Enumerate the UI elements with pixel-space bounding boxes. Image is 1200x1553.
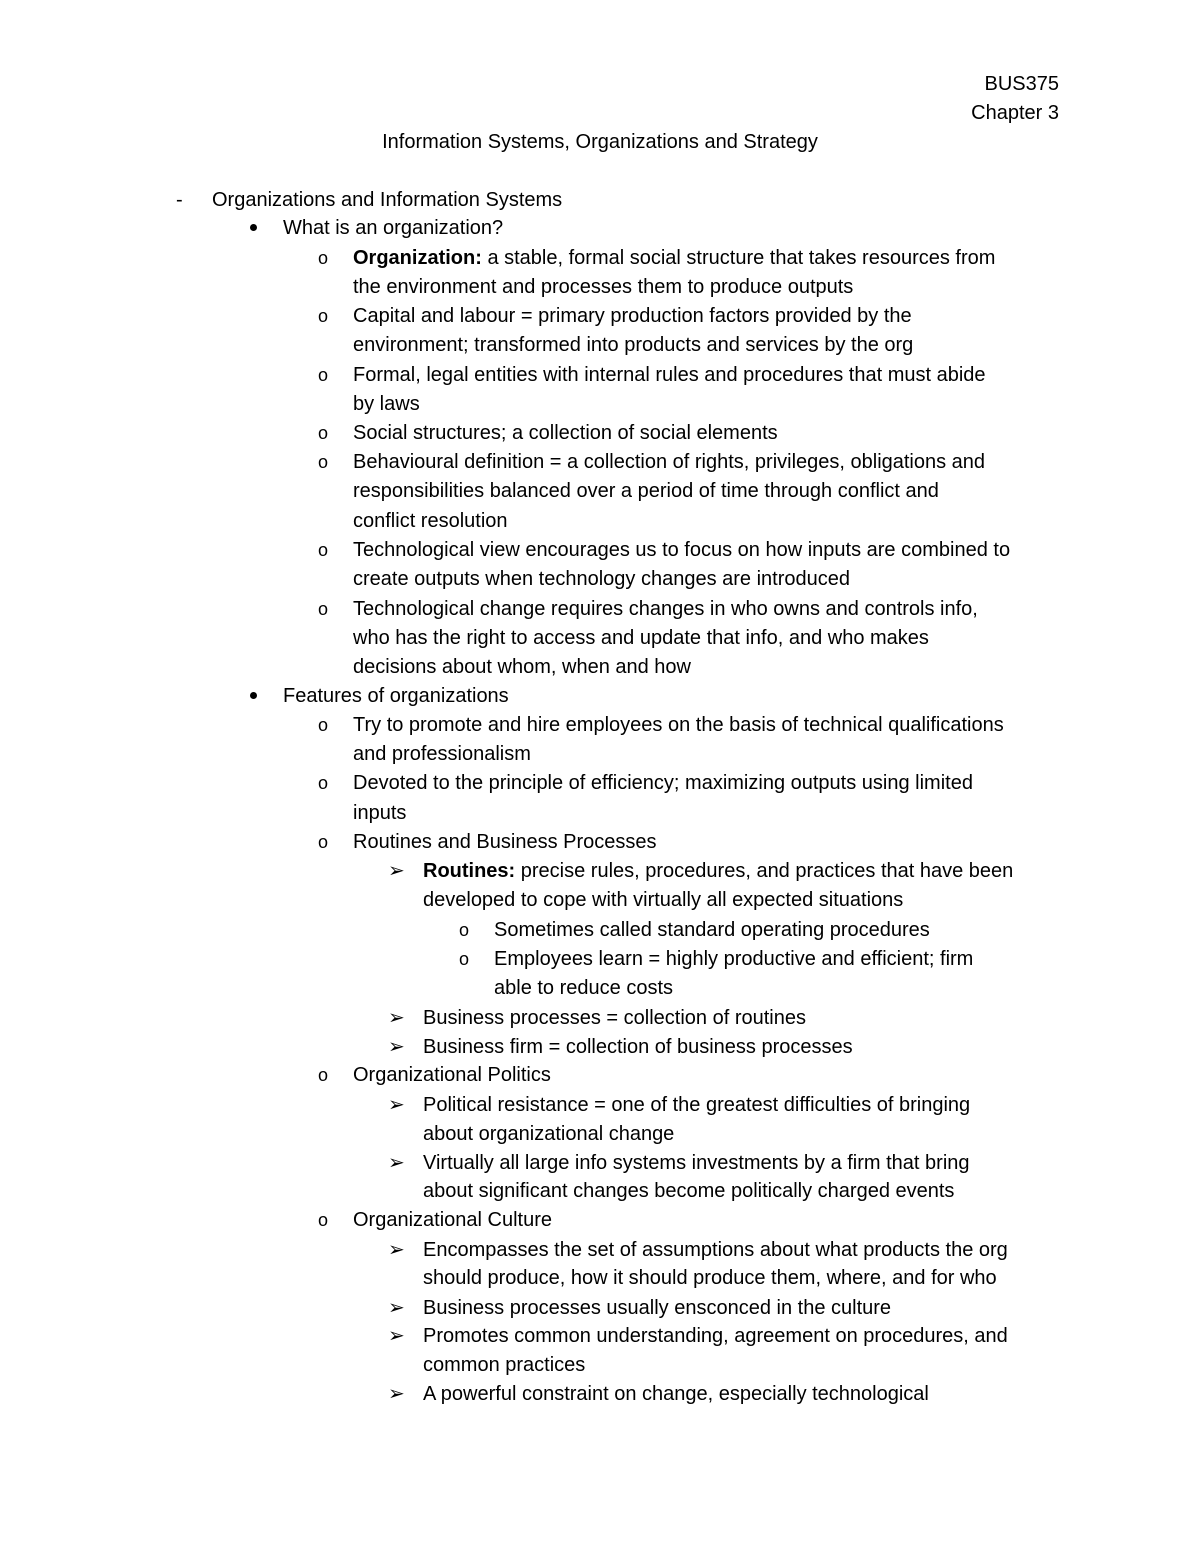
list-item: Organizational Culture <box>353 1209 552 1231</box>
circle-bullet-icon: o <box>318 599 329 619</box>
list-item-continued: who has the right to access and update that info, and who makes <box>353 627 929 649</box>
circle-bullet-icon: o <box>318 1210 329 1230</box>
course-code: BUS375 <box>984 73 1059 95</box>
arrow-bullet-icon: ➢ <box>388 1297 405 1319</box>
list-item: A powerful constraint on change, especially technological <box>423 1383 929 1405</box>
list-item-continued: developed to cope with virtually all expected situations <box>423 889 904 911</box>
list-item: Devoted to the principle of efficiency; maximizing outputs using limited <box>353 772 973 794</box>
list-item: Behavioural definition = a collection of rights, privileges, obligations and <box>353 451 986 473</box>
subheading-features: Features of organizations <box>283 685 509 707</box>
list-item-continued: should produce, how it should produce them, where, and for who <box>423 1267 997 1289</box>
circle-bullet-icon: o <box>318 832 329 852</box>
list-item: Technological view encourages us to focus on how inputs are combined to <box>353 539 1011 561</box>
list-item: Business processes = collection of routines <box>423 1007 806 1029</box>
list-item: Business processes usually ensconced in the culture <box>423 1297 892 1319</box>
list-item: Technological change requires changes in who owns and controls info, <box>353 598 978 620</box>
list-item: Routines and Business Processes <box>353 831 657 853</box>
list-item-continued: environment; transformed into products and services by the org <box>353 334 914 356</box>
list-item: Social structures; a collection of social elements <box>353 422 778 444</box>
circle-bullet-icon: o <box>318 248 329 268</box>
list-item-continued: the environment and processes them to produce outputs <box>353 276 854 298</box>
arrow-bullet-icon: ➢ <box>388 1152 405 1174</box>
list-item: Encompasses the set of assumptions about what products the org <box>423 1239 1008 1261</box>
list-item: Political resistance = one of the greatest difficulties of bringing <box>423 1094 971 1116</box>
list-item-continued: responsibilities balanced over a period of time through conflict and <box>353 480 939 502</box>
list-item-continued: about organizational change <box>423 1123 675 1145</box>
list-item: Try to promote and hire employees on the basis of technical qualifications <box>353 714 1004 736</box>
term-organization: Organization: <box>353 247 482 269</box>
term-routines: Routines: <box>423 860 516 882</box>
list-item-continued: decisions about whom, when and how <box>353 656 691 678</box>
list-item: Organizational Politics <box>353 1064 551 1086</box>
list-item: Promotes common understanding, agreement on procedures, and <box>423 1325 1008 1347</box>
list-item-continued: common practices <box>423 1354 586 1376</box>
list-item: Virtually all large info systems investments by a firm that bring <box>423 1152 970 1174</box>
bullet-dot-icon <box>250 224 257 231</box>
circle-bullet-icon: o <box>459 949 470 969</box>
arrow-bullet-icon: ➢ <box>388 1094 405 1116</box>
dash-marker: - <box>176 189 183 211</box>
list-item-continued: create outputs when technology changes are introduced <box>353 568 851 590</box>
list-item-continued: able to reduce costs <box>494 977 673 999</box>
subheading-what-is: What is an organization? <box>283 217 504 239</box>
section-heading: Organizations and Information Systems <box>212 189 563 211</box>
circle-bullet-icon: o <box>459 920 470 940</box>
arrow-bullet-icon: ➢ <box>388 1007 405 1029</box>
arrow-bullet-icon: ➢ <box>388 1239 405 1261</box>
circle-bullet-icon: o <box>318 773 329 793</box>
circle-bullet-icon: o <box>318 365 329 385</box>
list-item: Routines: precise rules, procedures, and practices that have been <box>423 860 1014 882</box>
list-item: Sometimes called standard operating procedures <box>494 919 930 941</box>
arrow-bullet-icon: ➢ <box>388 1325 405 1347</box>
circle-bullet-icon: o <box>318 423 329 443</box>
chapter-label: Chapter 3 <box>971 102 1059 124</box>
circle-bullet-icon: o <box>318 1065 329 1085</box>
circle-bullet-icon: o <box>318 452 329 472</box>
list-item: Organization: a stable, formal social structure that takes resources from <box>353 247 996 269</box>
list-item-continued: by laws <box>353 393 420 415</box>
list-item: Formal, legal entities with internal rules and procedures that must abide <box>353 364 986 386</box>
arrow-bullet-icon: ➢ <box>388 1036 405 1058</box>
list-item-continued: inputs <box>353 802 407 824</box>
list-item-continued: conflict resolution <box>353 510 508 532</box>
list-item: Employees learn = highly productive and efficient; firm <box>494 948 974 970</box>
arrow-bullet-icon: ➢ <box>388 1383 405 1405</box>
arrow-bullet-icon: ➢ <box>388 860 405 882</box>
list-item: Capital and labour = primary production factors provided by the <box>353 305 912 327</box>
document-title: Information Systems, Organizations and Strategy <box>382 131 818 153</box>
circle-bullet-icon: o <box>318 306 329 326</box>
circle-bullet-icon: o <box>318 715 329 735</box>
list-item-continued: and professionalism <box>353 743 531 765</box>
list-item: Business firm = collection of business processes <box>423 1036 853 1058</box>
bullet-dot-icon <box>250 692 257 699</box>
circle-bullet-icon: o <box>318 540 329 560</box>
list-item-continued: about significant changes become politically charged events <box>423 1180 955 1202</box>
